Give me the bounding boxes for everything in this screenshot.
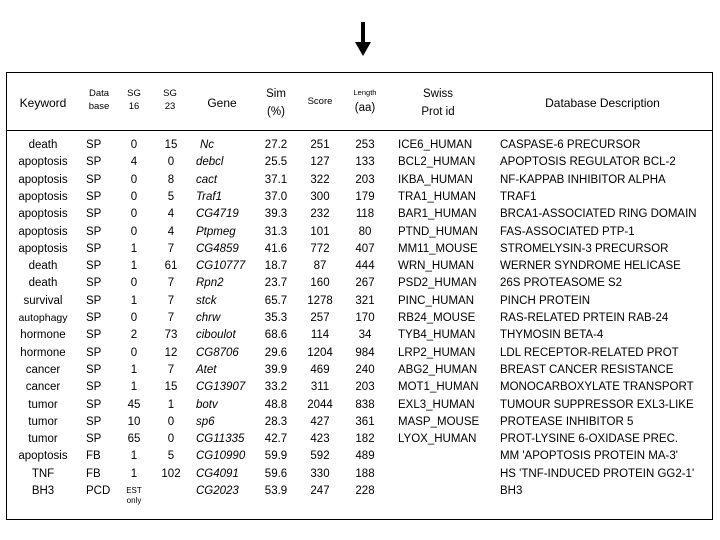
cell-keyword: death bbox=[28, 277, 58, 290]
cell-swiss: PTND_HUMAN bbox=[398, 225, 478, 238]
cell-db: SP bbox=[86, 381, 102, 394]
header-swiss bbox=[395, 86, 481, 122]
cell-score: 469 bbox=[310, 363, 330, 376]
cell-length: 489 bbox=[355, 450, 375, 463]
cell-gene: debcl bbox=[196, 156, 224, 169]
cell-sim: 23.7 bbox=[264, 277, 288, 290]
cell-gene: sp6 bbox=[196, 415, 215, 428]
cell-gene: CG4719 bbox=[196, 208, 239, 221]
cell-desc: BRCA1-ASSOCIATED RING DOMAIN bbox=[500, 208, 697, 221]
header-gene: Gene bbox=[207, 96, 237, 110]
cell-swiss: ABG2_HUMAN bbox=[398, 363, 478, 376]
cell-gene: CG13907 bbox=[196, 381, 246, 394]
cell-sim: 31.3 bbox=[264, 225, 288, 238]
cell-gene: Ptpmeg bbox=[196, 225, 236, 238]
cell-keyword: death bbox=[28, 260, 58, 273]
header-length-l1: Length bbox=[353, 88, 377, 97]
cell-sg16: 0 bbox=[130, 190, 138, 203]
cell-desc: PROTEASE INHIBITOR 5 bbox=[500, 415, 634, 428]
cell-desc: TRAF1 bbox=[500, 190, 537, 203]
cell-gene: chrw bbox=[196, 312, 221, 324]
cell-sg16: 1 bbox=[130, 467, 138, 480]
cell-score: 87 bbox=[313, 260, 327, 273]
cell-score: 127 bbox=[310, 156, 330, 169]
cell-gene: ciboulot bbox=[196, 329, 236, 342]
cell-sg16: 2 bbox=[130, 329, 138, 342]
cell-desc: BH3 bbox=[500, 485, 523, 497]
cell-length: 253 bbox=[355, 139, 375, 151]
header-description: Database Description bbox=[545, 96, 660, 110]
cell-keyword: TNF bbox=[31, 467, 55, 480]
cell-swiss: BCL2_HUMAN bbox=[398, 156, 476, 169]
cell-db: SP bbox=[86, 242, 102, 255]
cell-score: 251 bbox=[310, 139, 330, 151]
header-sim bbox=[258, 86, 294, 122]
header-sim-l2: (%) bbox=[267, 105, 285, 118]
cell-db: SP bbox=[86, 208, 102, 221]
cell-swiss: MOT1_HUMAN bbox=[398, 381, 479, 394]
cell-gene: CG8706 bbox=[196, 346, 239, 359]
cell-keyword: tumor bbox=[28, 415, 58, 428]
cell-desc: CASPASE-6 PRECURSOR bbox=[500, 139, 641, 151]
cell-score: 300 bbox=[310, 190, 330, 203]
cell-score: 427 bbox=[310, 415, 330, 428]
header-database-l1: Data bbox=[88, 88, 110, 99]
cell-db: SP bbox=[86, 346, 102, 359]
cell-db: SP bbox=[86, 139, 102, 151]
cell-swiss: MASP_MOUSE bbox=[398, 415, 480, 428]
cell-sim: 29.6 bbox=[264, 346, 288, 359]
cell-sg16: 1 bbox=[130, 242, 138, 255]
cell-sg16: 1 bbox=[130, 294, 138, 307]
cell-swiss: ICE6_HUMAN bbox=[398, 139, 473, 151]
cell-sim: 65.7 bbox=[264, 294, 288, 307]
cell-sim: 39.3 bbox=[264, 208, 288, 221]
cell-length: 203 bbox=[355, 173, 375, 186]
cell-length: 984 bbox=[355, 346, 375, 359]
cell-db: SP bbox=[86, 415, 102, 428]
cell-db: SP bbox=[86, 173, 102, 186]
cell-gene: Nc bbox=[200, 139, 215, 151]
cell-swiss: WRN_HUMAN bbox=[398, 260, 475, 273]
cell-length: 133 bbox=[355, 156, 375, 169]
cell-keyword: apoptosis bbox=[18, 208, 68, 221]
cell-sim: 48.8 bbox=[264, 398, 288, 411]
header-score: Score bbox=[307, 96, 333, 107]
cell-score: 2044 bbox=[307, 398, 333, 411]
header-sg23-l1: SG bbox=[163, 88, 177, 99]
cell-sim: 59.9 bbox=[264, 450, 288, 463]
cell-keyword: cancer bbox=[25, 363, 61, 376]
cell-length: 444 bbox=[355, 260, 375, 273]
header-swiss-l1: Swiss bbox=[422, 88, 454, 100]
cell-db: SP bbox=[86, 156, 102, 169]
cell-length: 838 bbox=[355, 398, 375, 411]
cell-gene: Atet bbox=[196, 363, 217, 376]
cell-db: SP bbox=[86, 225, 102, 238]
cell-desc: NF-KAPPAB INHIBITOR ALPHA bbox=[500, 173, 666, 186]
cell-swiss: MM11_MOUSE bbox=[398, 242, 478, 255]
cell-sg23: 7 bbox=[167, 294, 175, 307]
cell-db: PCD bbox=[86, 485, 111, 497]
cell-sim: 37.1 bbox=[264, 173, 288, 186]
cell-score: 322 bbox=[310, 173, 330, 186]
cell-score: 311 bbox=[310, 381, 330, 394]
cell-score: 232 bbox=[310, 208, 330, 221]
cell-sim: 53.9 bbox=[264, 485, 288, 497]
cell-score: 1204 bbox=[307, 346, 333, 359]
cell-score: 114 bbox=[310, 329, 330, 342]
cell-db: FB bbox=[86, 450, 101, 463]
cell-desc: MONOCARBOXYLATE TRANSPORT bbox=[500, 381, 694, 394]
cell-sg16: 1 bbox=[130, 363, 138, 376]
cell-keyword: apoptosis bbox=[18, 173, 68, 186]
cell-keyword: apoptosis bbox=[18, 190, 68, 203]
cell-score: 247 bbox=[310, 485, 330, 497]
cell-gene: CG10990 bbox=[196, 450, 246, 463]
cell-sim: 28.3 bbox=[264, 415, 288, 428]
cell-length: 267 bbox=[355, 277, 375, 290]
cell-db: SP bbox=[86, 398, 102, 411]
cell-sg16: 0 bbox=[130, 173, 138, 186]
cell-gene: CG2023 bbox=[196, 485, 239, 497]
cell-desc: THYMOSIN BETA-4 bbox=[500, 329, 604, 342]
cell-sg23: 4 bbox=[167, 225, 175, 238]
cell-sim: 68.6 bbox=[264, 329, 288, 342]
cell-sg23: 7 bbox=[167, 277, 175, 290]
cell-gene: CG4859 bbox=[196, 242, 239, 255]
cell-length: 321 bbox=[355, 294, 375, 307]
cell-length: 203 bbox=[355, 381, 375, 394]
cell-sim: 41.6 bbox=[264, 242, 288, 255]
cell-sg16: 0 bbox=[130, 208, 138, 221]
cell-keyword: hormone bbox=[20, 346, 66, 359]
header-sim-l1: Sim bbox=[266, 88, 286, 100]
cell-desc: HS 'TNF-INDUCED PROTEIN GG2-1' bbox=[500, 467, 695, 480]
cell-db: SP bbox=[86, 260, 102, 273]
cell-length: 80 bbox=[358, 225, 372, 238]
cell-gene: botv bbox=[196, 398, 218, 411]
cell-gene: CG10777 bbox=[196, 260, 246, 273]
cell-db: SP bbox=[86, 433, 102, 446]
cell-desc: MM 'APOPTOSIS PROTEIN MA-3' bbox=[500, 450, 678, 463]
cell-score: 160 bbox=[310, 277, 330, 290]
cell-sim: 18.7 bbox=[264, 260, 288, 273]
cell-db: SP bbox=[86, 312, 102, 324]
cell-sg16: 65 bbox=[127, 433, 141, 446]
cell-keyword: apoptosis bbox=[18, 242, 68, 255]
cell-sim: 25.5 bbox=[264, 156, 288, 169]
cell-sg16: 0 bbox=[130, 346, 138, 359]
cell-gene: Traf1 bbox=[196, 190, 222, 203]
cell-length: 188 bbox=[355, 467, 375, 480]
cell-sg16: 0 bbox=[130, 225, 138, 238]
cell-sim: 37.0 bbox=[264, 190, 288, 203]
header-length bbox=[342, 88, 388, 117]
cell-sim: 27.2 bbox=[264, 139, 288, 151]
cell-keyword: cancer bbox=[25, 381, 61, 394]
cell-sg23: 5 bbox=[167, 450, 175, 463]
cell-desc: LDL RECEPTOR-RELATED PROT bbox=[500, 346, 679, 359]
header-swiss-l2: Prot id bbox=[421, 105, 455, 118]
cell-score: 101 bbox=[310, 225, 330, 238]
cell-db: SP bbox=[86, 277, 102, 290]
cell-sg23: 102 bbox=[161, 467, 181, 480]
cell-sg23: 12 bbox=[164, 346, 178, 359]
cell-sg23: 4 bbox=[167, 208, 175, 221]
cell-desc: 26S PROTEASOME S2 bbox=[500, 277, 623, 290]
cell-swiss: PINC_HUMAN bbox=[398, 294, 475, 307]
cell-sg16: 1 bbox=[130, 260, 138, 273]
cell-keyword: death bbox=[28, 139, 58, 151]
cell-swiss: RB24_MOUSE bbox=[398, 312, 476, 324]
est-only-note: EST only bbox=[126, 486, 142, 505]
header-sg23-l2: 23 bbox=[164, 100, 176, 112]
cell-keyword: autophagy bbox=[18, 312, 68, 324]
cell-keyword: survival bbox=[23, 294, 63, 307]
cell-sim: 39.9 bbox=[264, 363, 288, 376]
cell-keyword: tumor bbox=[28, 433, 58, 446]
cell-sg23: 1 bbox=[167, 398, 175, 411]
header-length-l2: (aa) bbox=[354, 102, 376, 115]
cell-score: 257 bbox=[310, 312, 330, 324]
cell-sim: 33.2 bbox=[264, 381, 288, 394]
cell-score: 1278 bbox=[307, 294, 333, 307]
cell-swiss: LRP2_HUMAN bbox=[398, 346, 476, 359]
cell-sg16: 1 bbox=[130, 381, 138, 394]
cell-length: 179 bbox=[355, 190, 375, 203]
cell-sg16: 1 bbox=[130, 450, 138, 463]
cell-sg16: 0 bbox=[130, 312, 138, 324]
cell-score: 423 bbox=[310, 433, 330, 446]
header-sg16-l1: SG bbox=[127, 88, 141, 99]
cell-sg23: 61 bbox=[164, 260, 178, 273]
cell-keyword: tumor bbox=[28, 398, 58, 411]
cell-sg16: 4 bbox=[130, 156, 138, 169]
header-database bbox=[82, 88, 116, 114]
cell-sim: 35.3 bbox=[264, 312, 288, 324]
header-sg16-l2: 16 bbox=[128, 100, 140, 112]
cell-length: 228 bbox=[355, 485, 375, 497]
cell-length: 407 bbox=[355, 242, 375, 255]
cell-swiss: LYOX_HUMAN bbox=[398, 433, 477, 446]
cell-sim: 59.6 bbox=[264, 467, 288, 480]
cell-gene: cact bbox=[196, 173, 218, 186]
cell-db: SP bbox=[86, 329, 102, 342]
cell-desc: BREAST CANCER RESISTANCE bbox=[500, 363, 674, 376]
cell-score: 592 bbox=[310, 450, 330, 463]
cell-score: 330 bbox=[310, 467, 330, 480]
header-sg23 bbox=[156, 88, 184, 114]
cell-desc: STROMELYSIN-3 PRECURSOR bbox=[500, 242, 669, 255]
cell-length: 182 bbox=[355, 433, 375, 446]
cell-keyword: apoptosis bbox=[18, 450, 68, 463]
cell-gene: CG4091 bbox=[196, 467, 239, 480]
cell-keyword: apoptosis bbox=[18, 156, 68, 169]
cell-gene: CG11335 bbox=[196, 433, 245, 446]
cell-sg16: 10 bbox=[127, 415, 141, 428]
cell-length: 361 bbox=[355, 415, 375, 428]
header-divider bbox=[6, 130, 713, 131]
cell-desc: PINCH PROTEIN bbox=[500, 294, 591, 307]
cell-db: SP bbox=[86, 363, 102, 376]
cell-swiss: EXL3_HUMAN bbox=[398, 398, 475, 411]
cell-length: 170 bbox=[355, 312, 375, 324]
cell-desc: FAS-ASSOCIATED PTP-1 bbox=[500, 225, 635, 238]
header-keyword: Keyword bbox=[19, 96, 67, 110]
cell-desc: TUMOUR SUPPRESSOR EXL3-LIKE bbox=[500, 398, 694, 411]
cell-db: SP bbox=[86, 294, 102, 307]
cell-sim: 42.7 bbox=[264, 433, 288, 446]
cell-sg16: 45 bbox=[127, 398, 141, 411]
header-sg16 bbox=[120, 88, 148, 114]
cell-desc: WERNER SYNDROME HELICASE bbox=[500, 260, 681, 273]
cell-swiss: BAR1_HUMAN bbox=[398, 208, 477, 221]
cell-swiss: IKBA_HUMAN bbox=[398, 173, 473, 186]
cell-desc: PROT-LYSINE 6-OXIDASE PREC. bbox=[500, 433, 679, 446]
cell-swiss: TRA1_HUMAN bbox=[398, 190, 476, 203]
cell-gene: Rpn2 bbox=[196, 277, 224, 290]
cell-gene: stck bbox=[196, 294, 217, 307]
cell-sg23: 0 bbox=[167, 415, 175, 428]
cell-swiss: PSD2_HUMAN bbox=[398, 277, 477, 290]
cell-db: SP bbox=[86, 190, 102, 203]
cell-sg23: 5 bbox=[167, 190, 175, 203]
cell-sg23: 7 bbox=[167, 312, 175, 324]
cell-sg23: 8 bbox=[167, 173, 175, 186]
cell-sg23: 7 bbox=[167, 242, 175, 255]
cell-sg16: 0 bbox=[130, 277, 138, 290]
cell-length: 240 bbox=[355, 363, 375, 376]
cell-sg16: 0 bbox=[130, 139, 138, 151]
cell-sg23: 7 bbox=[167, 363, 175, 376]
cell-keyword: apoptosis bbox=[18, 225, 68, 238]
cell-swiss: TYB4_HUMAN bbox=[398, 329, 476, 342]
cell-desc: APOPTOSIS REGULATOR BCL-2 bbox=[500, 156, 676, 169]
header-database-l2: base bbox=[88, 100, 110, 112]
cell-length: 34 bbox=[358, 329, 372, 342]
cell-keyword: hormone bbox=[20, 329, 66, 342]
cell-sg23: 0 bbox=[167, 156, 175, 169]
cell-sg23: 15 bbox=[164, 381, 178, 394]
cell-sg23: 15 bbox=[164, 139, 178, 151]
down-arrow-icon bbox=[355, 22, 371, 56]
cell-score: 772 bbox=[310, 242, 330, 255]
cell-keyword: BH3 bbox=[31, 485, 55, 497]
cell-desc: RAS-RELATED PRTEIN RAB-24 bbox=[500, 312, 669, 324]
cell-sg23: 73 bbox=[164, 329, 178, 342]
cell-db: FB bbox=[86, 467, 101, 480]
cell-sg23: 0 bbox=[167, 433, 175, 446]
cell-length: 118 bbox=[355, 208, 375, 221]
